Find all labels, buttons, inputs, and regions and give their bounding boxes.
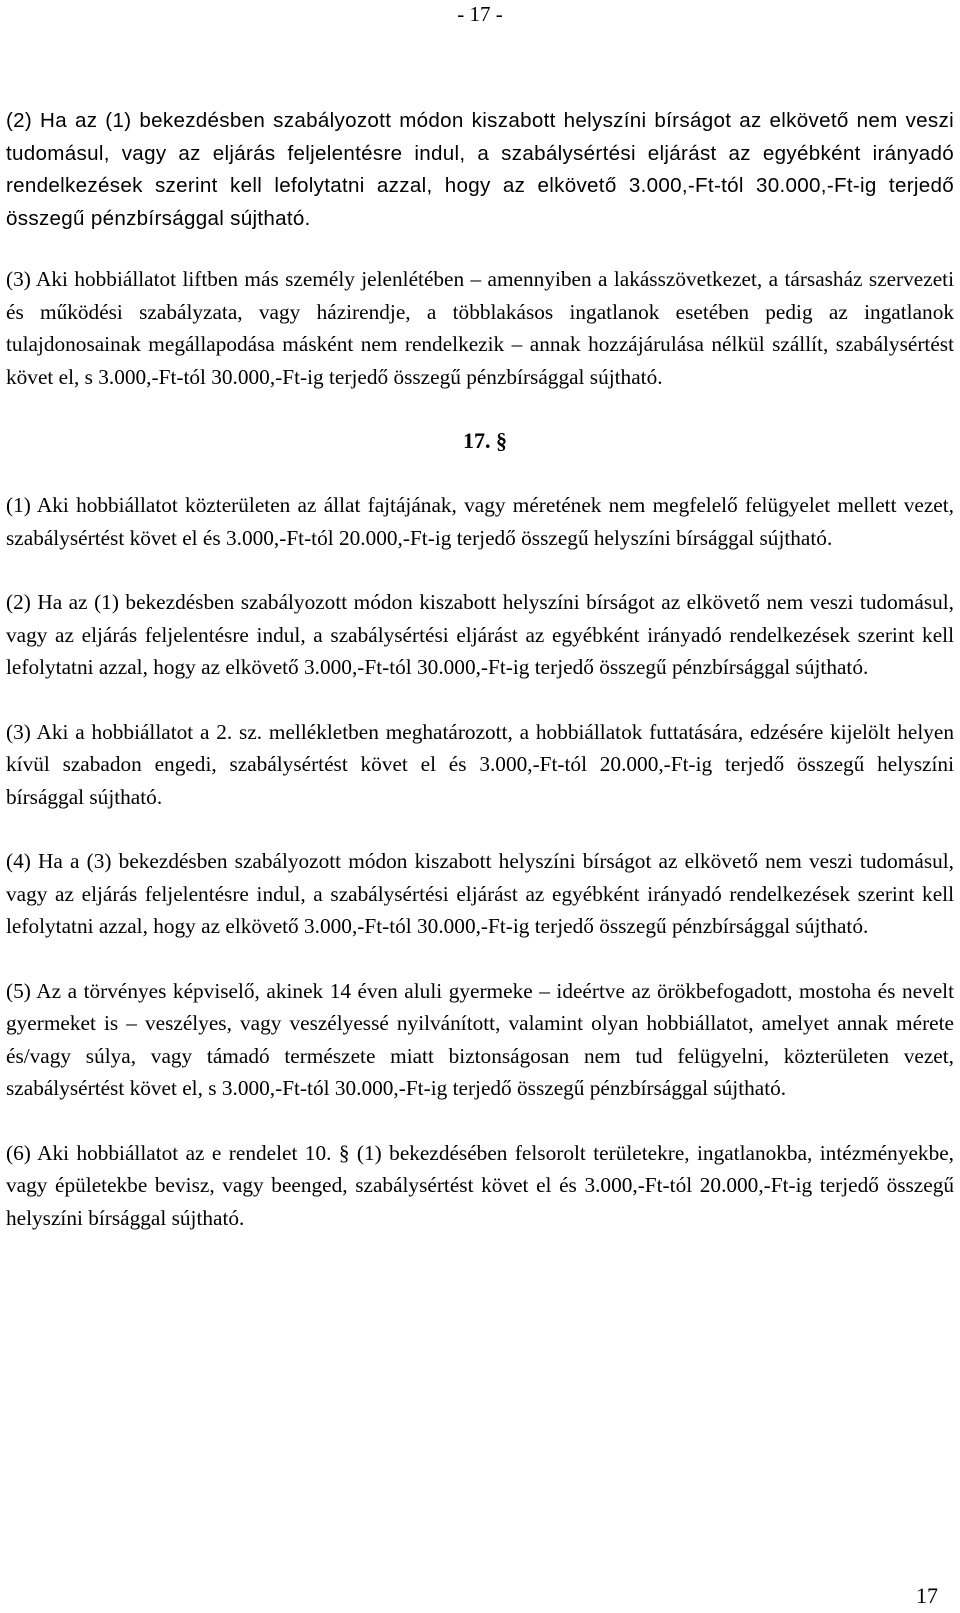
paragraph-2-previous-section: (2) Ha az (1) bekezdésben szabályozott módon kiszabott helyszíni bírságot az elkövető nem veszi tudomásul, vagy az eljárás feljelentésre indul, a szabálysértési eljárást az egyébként irányadó rendelkezések szerint kell lefolytatni azzal, hogy az elkövető 3.000,-Ft-tól 30.000,-Ft-ig terjedő összegű pénzbírsággal sújtható. — [6, 109, 954, 230]
paragraph-2: (2) Ha az (1) bekezdésben szabályozott módon kiszabott helyszíni bírságot az elkövető nem veszi tudomásul, vagy az eljárás feljelentésre indul, a szabálysértési eljárást az egyébként irányadó rendelkezések szerint kell lefolytatni azzal, hogy az elkövető 3.000,-Ft-tól 30.000,-Ft-ig terjedő összegű pénzbírsággal sújtható. — [6, 590, 954, 679]
section-heading: 17. § — [463, 428, 507, 453]
paragraph-6: (6) Aki hobbiállatot az e rendelet 10. § (1) bekezdésében felsorolt területekre, ingatlanokba, intézményekbe, vagy épületekbe bevisz, vagy beenged, szabálysértést követ el és 3.000,-Ft-tól 20.000,-Ft-ig terjedő összegű helyszíni bírsággal sújtható. — [6, 1140, 954, 1230]
page-number-header: - 17 - — [457, 2, 503, 26]
paragraph-1: (1) Aki hobbiállatot közterületen az állat fajtájának, vagy méretének nem megfelelő felügyelet mellett vezet, szabálysértést követ el és 3.000,-Ft-tól 20.000,-Ft-ig terjedő összegű helyszíni bírsággal sújtható. — [6, 493, 954, 550]
paragraph-5: (5) Az a törvényes képviselő, akinek 14 éven aluli gyermeke – ideértve az örökbefogadott, mostoha és nevelt gyermeket is – veszélyes, vagy veszélyessé nyilvánított, valamint olyan hobbiállatot, amelyet annak mérete és/vagy súlya, vagy támadó természete miatt biztonságosan nem tud felügyelni, közterületen vezet, szabálysértést követ el, s 3.000,-Ft-tól 30.000,-Ft-ig terjedő összegű pénzbírsággal sújtható. — [6, 978, 954, 1100]
document-body — [6, 105, 954, 1266]
page-number-footer: 17 — [916, 1583, 938, 1608]
paragraph-4: (4) Ha a (3) bekezdésben szabályozott módon kiszabott helyszíni bírságot az elkövető nem veszi tudomásul, vagy az eljárás feljelentésre indul, a szabálysértési eljárást az egyébként irányadó rendelkezések szerint kell lefolytatni azzal, hogy az elkövető 3.000,-Ft-tól 30.000,-Ft-ig terjedő összegű pénzbírsággal sújtható. — [6, 849, 954, 938]
paragraph-3-previous-section: (3) Aki hobbiállatot liftben más személy jelenlétében – amennyiben a lakásszövetkezet, a társasház szervezeti és működési szabályzata, vagy házirendje, a többlakásos ingatlanok esetében pedig az ingatlanok tulajdonosainak megállapodása másként nem rendelkezik – annak hozzájárulása nélkül szállít, szabálysértést követ el, s 3.000,-Ft-tól 30.000,-Ft-ig terjedő összegű pénzbírsággal sújtható. — [6, 267, 954, 389]
paragraph-3: (3) Aki a hobbiállatot a 2. sz. mellékletben meghatározott, a hobbiállatok futtatására, edzésére kijelölt helyen kívül szabadon engedi, szabálysértést követ el és 3.000,-Ft-tól 20.000,-Ft-ig terjedő összegű helyszíni bírsággal sújtható. — [6, 719, 954, 809]
